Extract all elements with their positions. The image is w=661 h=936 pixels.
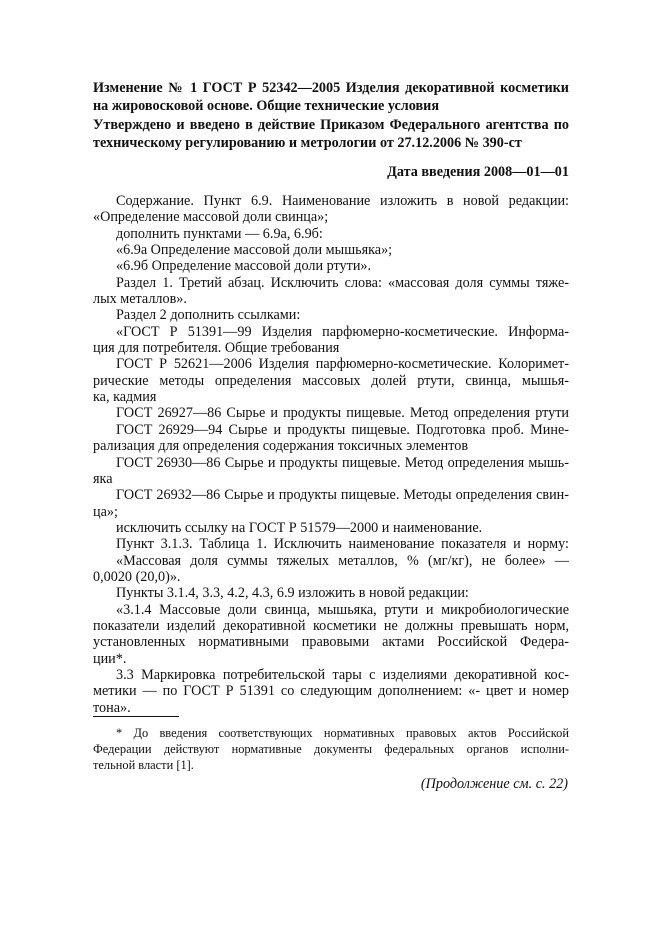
body-line: 0,0020 (20,0)». — [93, 568, 181, 585]
body-line: ция для потребителя. Общие требования — [93, 340, 340, 357]
body-line: ка, кадмия — [93, 389, 157, 406]
body-line: дополнить пунктами — 6.9а, 6.9б: — [116, 225, 323, 242]
body-line: ГОСТ 26929—94 Сырье и продукты пищевые. Подготовка проб. Мине- — [116, 421, 569, 438]
title-line: на жировосковой основе. Общие технические условия — [93, 98, 440, 114]
body-line: тона». — [93, 699, 131, 716]
body-line: Пункт 3.1.3. Таблица 1. Исключить наименование показателя и норму: — [116, 536, 569, 553]
title-line: Изменение № 1 ГОСТ Р 52342—2005 Изделия декоративной косметики — [93, 80, 569, 96]
body-line: «Массовая доля суммы тяжелых металлов, % (мг/кг), не более» — — [116, 552, 569, 569]
footnote-line: * До введения соответствующих нормативных правовых актов Российской — [116, 726, 569, 740]
approval-line: техническому регулированию и метрологии от 27.12.2006 № 390-ст — [93, 135, 522, 151]
body-line: метики — по ГОСТ Р 51391 со следующим дополнением: «- цвет и номер — [93, 683, 569, 700]
approval-line: Утверждено и введено в действие Приказом Федерального агентства по — [93, 117, 569, 133]
effective-date: Дата введения 2008—01—01 — [387, 164, 569, 180]
footnote-line: Федерации действуют нормативные документы федеральных органов исполни- — [93, 742, 569, 756]
body-line: ГОСТ 26927—86 Сырье и продукты пищевые. Метод определения ртути — [116, 405, 569, 422]
footnote — [93, 725, 569, 773]
footnote-divider — [93, 716, 179, 717]
amendment-body — [93, 193, 569, 716]
body-line: Пункты 3.1.4, 3.3, 4.2, 4.3, 6.9 изложить в новой редакции: — [116, 585, 469, 602]
body-line: ГОСТ 26932—86 Сырье и продукты пищевые. Методы определения свин- — [116, 487, 569, 504]
body-line: Содержание. Пункт 6.9. Наименование изложить в новой редакции: — [116, 193, 569, 209]
body-line: ГОСТ 26930—86 Сырье и продукты пищевые. Метод определения мышь- — [116, 454, 569, 471]
amendment-title — [93, 79, 569, 115]
body-line: «6.9б Определение массовой доли ртути». — [116, 258, 372, 275]
body-line: рические методы определения массовых долей ртути, свинца, мышья- — [93, 372, 569, 389]
continuation-note: (Продолжение см. с. 22) — [420, 776, 568, 792]
body-line: показатели изделий декоративной косметики не должны превышать норм, — [93, 617, 569, 634]
body-line: ца»; — [93, 503, 118, 520]
body-line: «ГОСТ Р 51391—99 Изделия парфюмерно-косметические. Информа- — [116, 323, 569, 340]
body-line: Раздел 1. Третий абзац. Исключить слова: «массовая доля суммы тяже- — [116, 274, 569, 291]
body-line: Раздел 2 дополнить ссылками: — [116, 307, 301, 324]
body-line: «Определение массовой доли свинца»; — [93, 209, 329, 226]
approval-statement — [93, 116, 569, 152]
body-line: «6.9а Определение массовой доли мышьяка»; — [116, 242, 393, 259]
body-line: лых металлов». — [93, 291, 187, 308]
body-line: яка — [93, 470, 113, 487]
body-line: исключить ссылку на ГОСТ Р 51579—2000 и наименование. — [116, 519, 483, 536]
body-line: установленных нормативными правовыми актами Российской Федера- — [93, 634, 569, 651]
body-line: ГОСТ Р 52621—2006 Изделия парфюмерно-косметические. Колоримет- — [116, 356, 569, 373]
body-line: «3.1.4 Массовые доли свинца, мышьяка, ртути и микробиологические — [116, 601, 569, 618]
body-line: 3.3 Маркировка потребительской тары с изделиями декоративной кос- — [116, 666, 569, 683]
body-line: рализация для определения содержания токсичных элементов — [93, 438, 469, 455]
footnote-line: тельной власти [1]. — [93, 758, 194, 772]
body-line: ции*. — [93, 650, 127, 667]
